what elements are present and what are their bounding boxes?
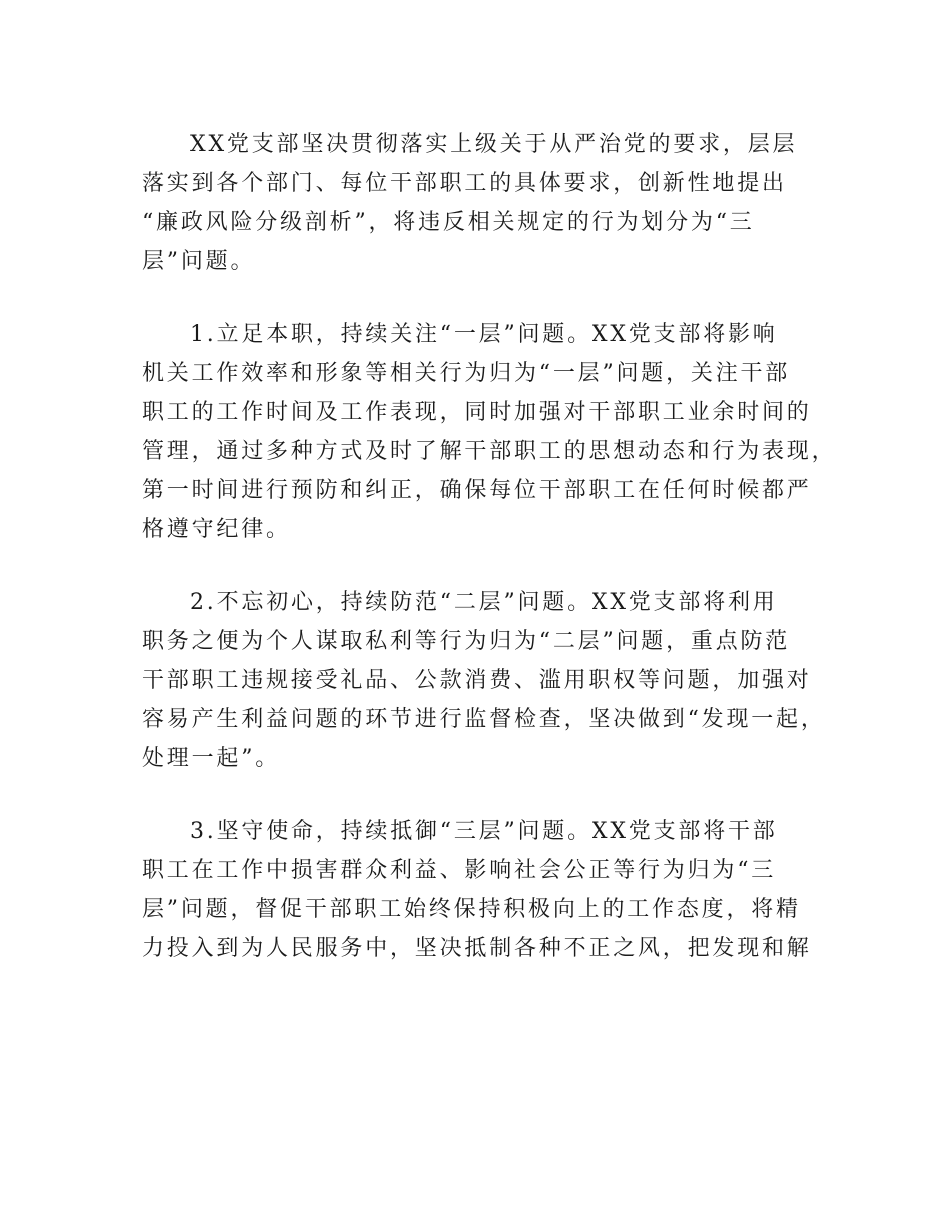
text-line: 职务之便为个人谋取私利等行为归为“二层”问题，重点防范: [142, 629, 791, 654]
text-line: 格遵守纪律。: [142, 517, 291, 542]
text-line: 职工的工作时间及工作表现，同时加强对干部职工业余时间的: [142, 400, 812, 425]
text-line: 落实到各个部门、每位干部职工的具体要求，创新性地提出: [142, 171, 787, 196]
paragraph-third-layer: [142, 812, 814, 968]
paragraph-second-layer: [142, 583, 826, 778]
text-line: 第一时间进行预防和纠正，确保每位干部职工在任何时候都严: [142, 478, 812, 503]
text-line: 层”问题，督促干部职工始终保持积极向上的工作态度，将精: [142, 897, 801, 922]
text-line: 机关工作效率和形象等相关行为归为“一层”问题，关注干部: [142, 361, 791, 386]
paragraph-intro: [142, 125, 814, 281]
text-line: XX党支部坚决贯彻落实上级关于从严治党的要求，层层: [190, 132, 798, 157]
text-line: 2.不忘初心，持续防范“二层”问题。XX党支部将利用: [190, 590, 778, 615]
text-line: 层”问题。: [142, 249, 256, 274]
text-line: 管理，通过多种方式及时了解干部职工的思想动态和行为表现，: [142, 439, 837, 464]
text-line: 处理一起”。: [142, 746, 281, 771]
text-line: 职工在工作中损害群众利益、影响社会公正等行为归为“三: [142, 858, 777, 883]
document-body: [142, 125, 837, 1002]
text-line: 容易产生利益问题的环节进行监督检查，坚决做到“发现一起，: [142, 707, 826, 732]
text-line: 1.立足本职，持续关注“一层”问题。XX党支部将影响: [190, 322, 778, 347]
text-line: 3.坚守使命，持续抵御“三层”问题。XX党支部将干部: [190, 819, 778, 844]
paragraph-first-layer: [142, 315, 837, 549]
text-line: “廉政风险分级剖析”，将违反相关规定的行为划分为“三: [142, 210, 755, 235]
text-line: 力投入到为人民服务中，坚决抵制各种不正之风，把发现和解: [142, 936, 812, 961]
text-line: 干部职工违规接受礼品、公款消费、滥用职权等问题，加强对: [142, 668, 812, 693]
